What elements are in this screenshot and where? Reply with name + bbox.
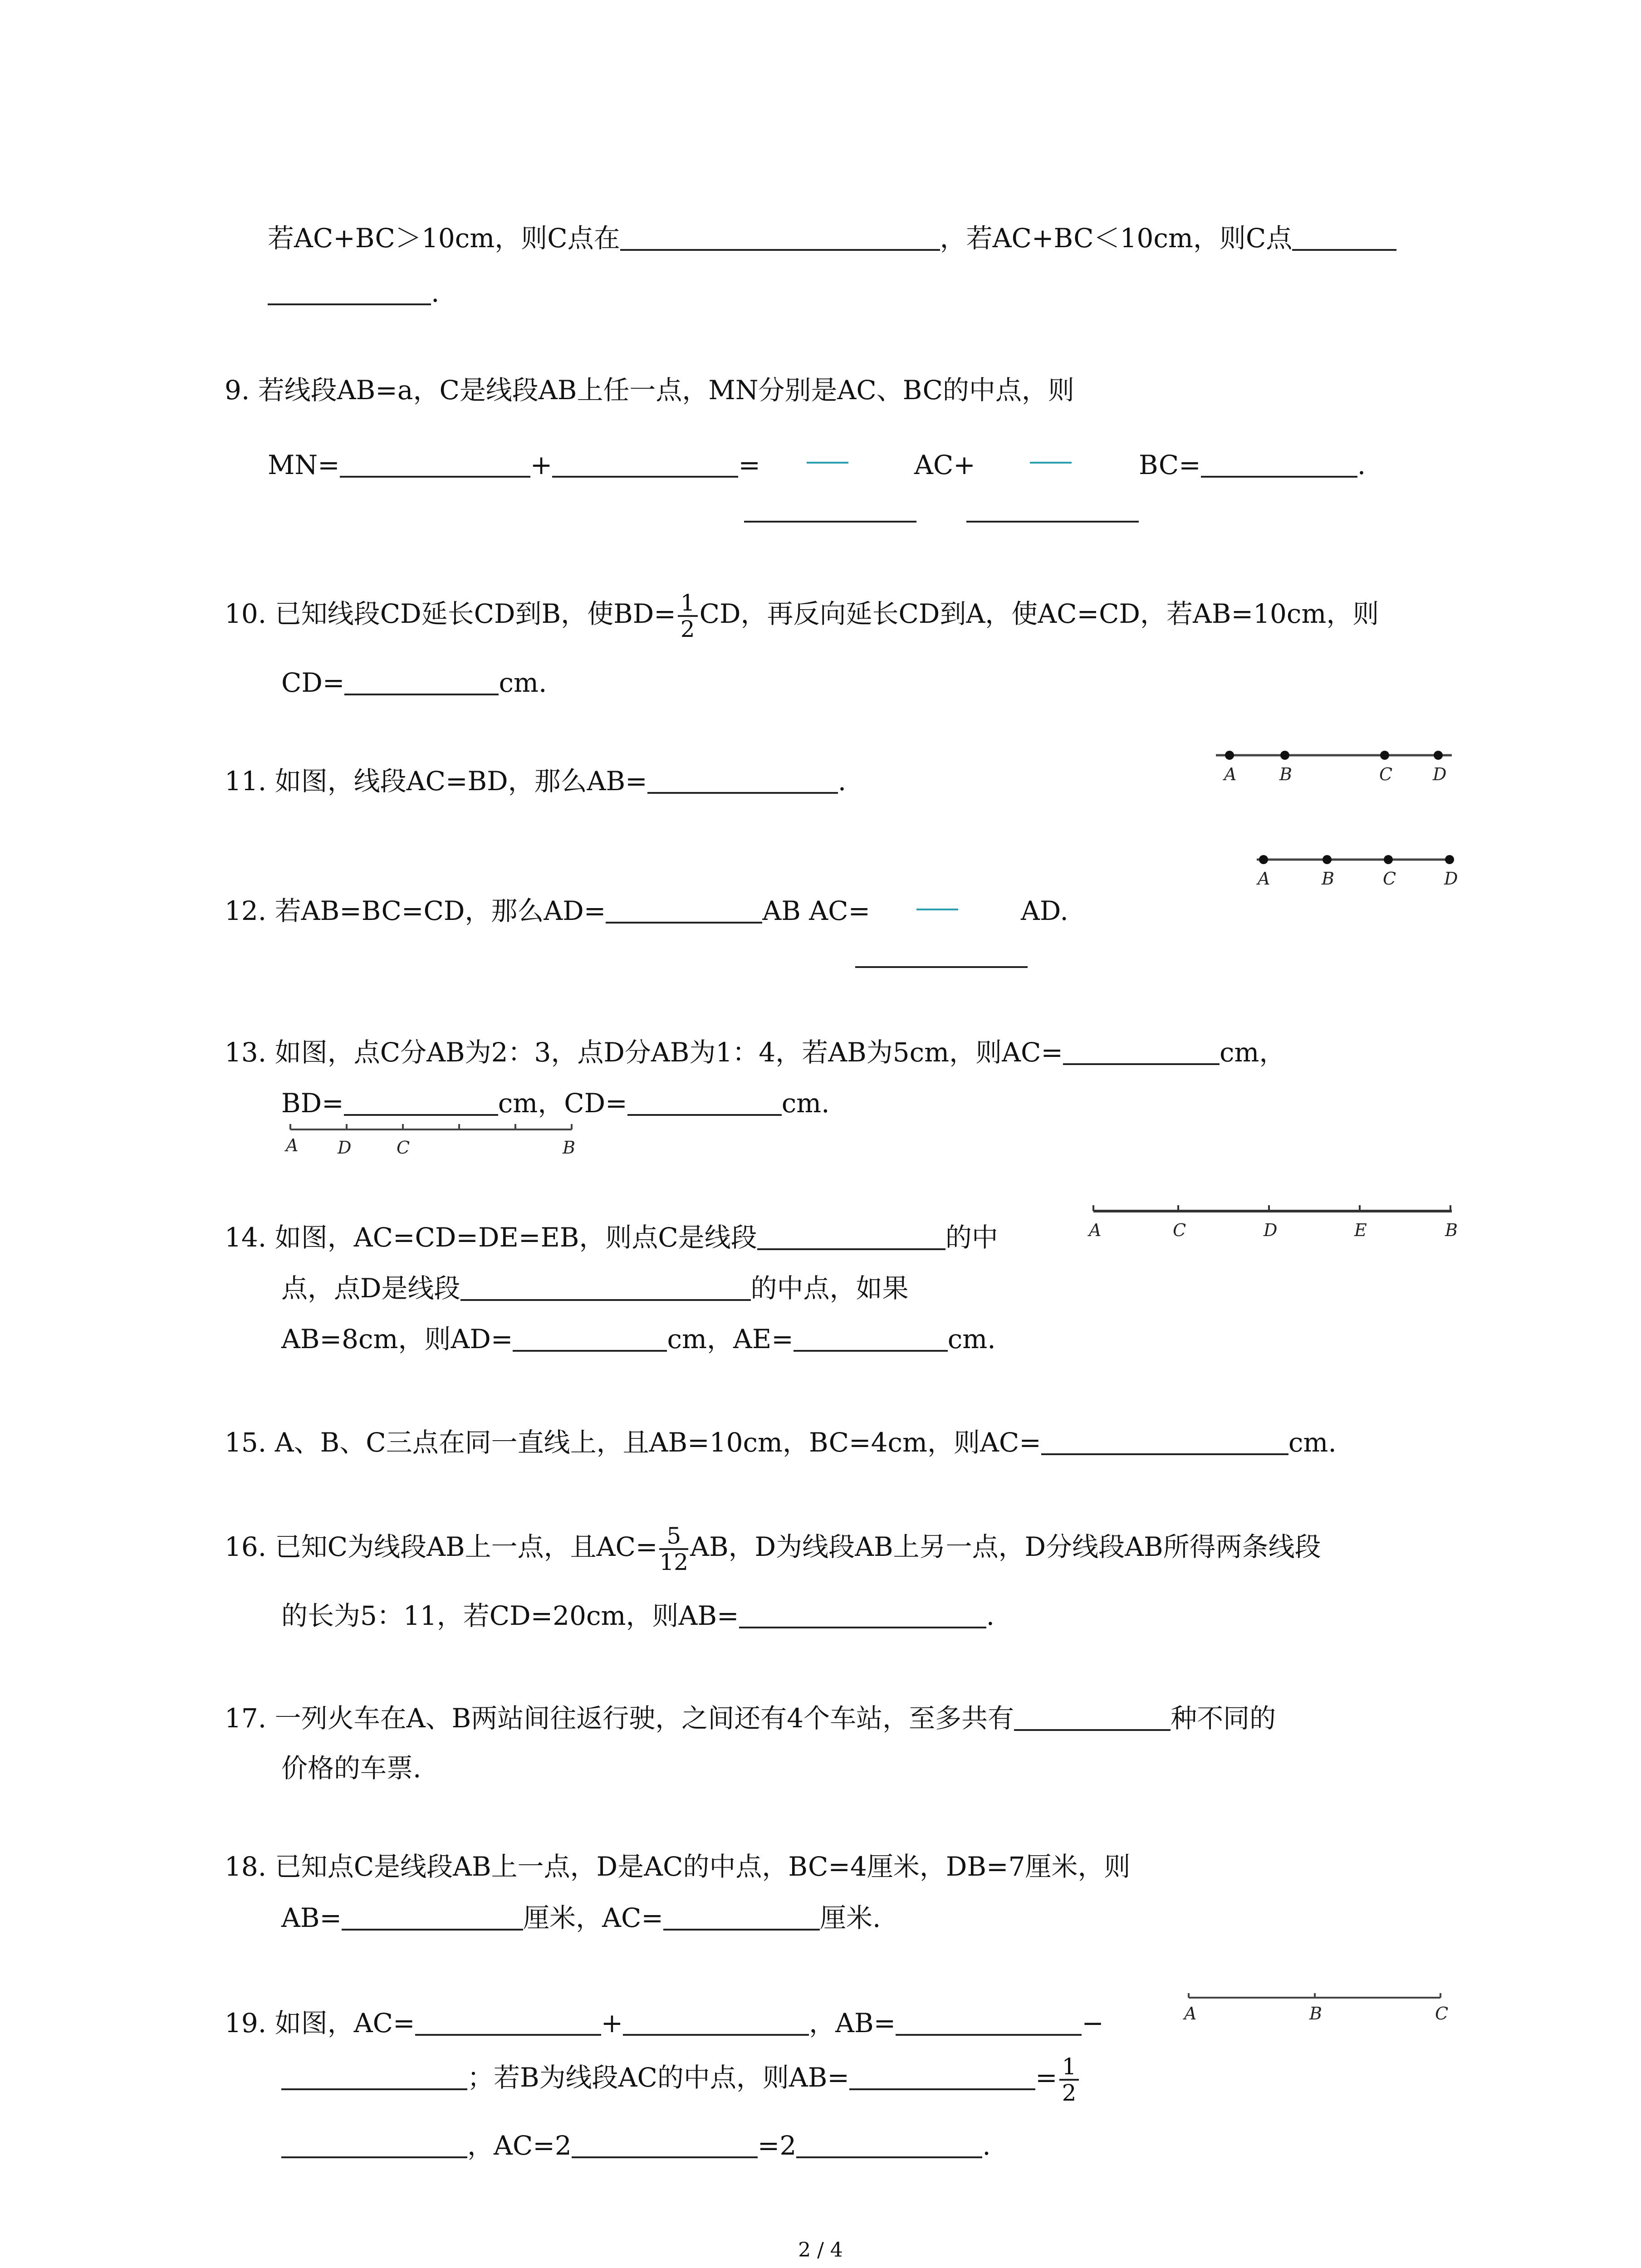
q10-line2: CD= cm.	[281, 665, 547, 701]
label-c: C	[1173, 1220, 1186, 1240]
q19-line2: ；若B为线段AC的中点，则AB= = $\frac{1}{2}$	[281, 2050, 1081, 2105]
point-b	[1323, 855, 1332, 864]
q12-line: 12. 若AB=BC=CD，那么AD= AB AC=	[225, 893, 870, 929]
answer-blank[interactable]	[794, 1322, 948, 1352]
answer-blank[interactable]	[415, 2006, 601, 2036]
q18-line1: 18. 已知点C是线段AB上一点，D是AC的中点，BC=4厘米，DB=7厘米，则	[225, 1851, 1131, 1882]
q12-figure	[1243, 848, 1461, 889]
answer-blank[interactable]	[552, 448, 738, 478]
answer-blank[interactable]	[647, 764, 838, 794]
point-d	[1434, 751, 1443, 760]
answer-blank[interactable]	[1014, 1701, 1171, 1731]
answer-blank[interactable]	[744, 521, 916, 523]
q9-line2: MN= + =	[268, 447, 760, 483]
point-b	[1280, 751, 1289, 760]
q16-line2: 的长为5：11，若CD=20cm，则AB= .	[281, 1598, 994, 1634]
label-a: A	[1184, 2004, 1197, 2024]
q19-figure	[1180, 1988, 1452, 2024]
answer-blank[interactable]	[849, 2060, 1035, 2090]
q18-line2: AB= 厘米，AC= 厘米.	[281, 1900, 881, 1936]
label-b: B	[1322, 869, 1334, 889]
label-b: B	[1445, 1220, 1458, 1240]
label-d: D	[1264, 1220, 1278, 1240]
q8-line1: 若AC+BC＞10cm，则C点在 ，若AC+BC＜10cm，则C点	[268, 220, 1396, 256]
answer-blank[interactable]	[620, 221, 940, 251]
label-a: A	[1224, 764, 1237, 784]
label-a: A	[1258, 869, 1270, 889]
q16-line1: 16. 已知C为线段AB上一点，且AC= $\frac{5}{12}$ AB，D为线段AB上另一点，D分线段AB所得两条线段	[225, 1522, 1321, 1575]
fraction-bar	[916, 909, 958, 910]
q14-line3: AB=8cm，则AD= cm，AE= cm.	[281, 1321, 996, 1357]
q8-line2: .	[268, 274, 439, 311]
label-b: B	[1309, 2004, 1322, 2024]
answer-blank[interactable]	[1041, 1425, 1288, 1455]
fraction: $\frac{1}{2}$	[1059, 2054, 1079, 2105]
label-d: D	[1433, 764, 1447, 784]
q13-line1: 13. 如图，点C分AB为2：3，点D分AB为1：4，若AB为5cm，则AC= cm，	[225, 1034, 1285, 1070]
answer-blank[interactable]	[460, 1271, 751, 1301]
q10-line1: 10. 已知线段CD延长CD到B，使BD= $\frac{1}{2}$ CD，再反向延长CD到A，使AC=CD，若AB=10cm，则	[225, 589, 1379, 642]
answer-blank[interactable]	[344, 665, 499, 695]
label-c: C	[397, 1138, 410, 1158]
label-a: A	[1089, 1220, 1102, 1240]
answer-blank[interactable]	[739, 1598, 986, 1628]
q11-figure	[1211, 744, 1456, 785]
q9-ac-text: AC+	[914, 450, 975, 480]
point-c	[1384, 855, 1393, 864]
answer-blank[interactable]	[896, 2006, 1082, 2036]
answer-blank[interactable]	[268, 275, 431, 305]
point-a	[1225, 751, 1234, 760]
label-c: C	[1379, 764, 1393, 784]
answer-blank[interactable]	[1063, 1035, 1220, 1065]
q12-ad-text: AD.	[1021, 895, 1068, 926]
q11-line: 11. 如图，线段AC=BD，那么AB= .	[225, 763, 846, 799]
q9-bc-text: BC= .	[1139, 447, 1366, 483]
point-c	[1380, 751, 1389, 760]
q17-line1: 17. 一列火车在A、B两站间往返行驶，之间还有4个车站，至多共有 种不同的	[225, 1700, 1276, 1736]
fraction-bar	[807, 462, 848, 464]
fraction: $\frac{1}{2}$	[678, 591, 698, 641]
label-b: B	[563, 1138, 575, 1158]
answer-blank[interactable]	[344, 1086, 498, 1116]
point-a	[1259, 855, 1268, 864]
point-d	[1445, 855, 1454, 864]
answer-blank[interactable]	[342, 1901, 523, 1931]
q9-line1: 9. 若线段AB=a，C是线段AB上任一点，MN分别是AC、BC的中点，则	[225, 375, 1074, 406]
answer-blank[interactable]	[340, 448, 530, 478]
answer-blank[interactable]	[572, 2128, 758, 2158]
q19-line1: 19. 如图，AC= + ，AB= −	[225, 2005, 1104, 2041]
answer-blank[interactable]	[796, 2128, 982, 2158]
label-e: E	[1354, 1220, 1367, 1240]
answer-blank[interactable]	[1292, 221, 1396, 251]
answer-blank[interactable]	[757, 1220, 945, 1250]
fraction-bar	[1030, 462, 1072, 464]
answer-blank[interactable]	[281, 2128, 467, 2158]
label-b: B	[1279, 764, 1292, 784]
label-c: C	[1383, 869, 1396, 889]
answer-blank[interactable]	[627, 1086, 782, 1116]
q13-line2: BD= cm，CD= cm.	[281, 1085, 830, 1121]
q14-line1: 14. 如图，AC=CD=DE=EB，则点C是线段 的中	[225, 1219, 998, 1256]
answer-blank[interactable]	[513, 1322, 667, 1352]
q14-figure	[1089, 1200, 1461, 1241]
answer-blank[interactable]	[623, 2006, 809, 2036]
answer-blank[interactable]	[281, 2060, 467, 2090]
fraction: $\frac{5}{12}$	[659, 1522, 689, 1575]
label-a: A	[286, 1135, 299, 1155]
q19-line3: ，AC=2 =2 .	[281, 2127, 991, 2164]
label-d: D	[338, 1138, 352, 1158]
q15-line: 15. A、B、C三点在同一直线上，且AB=10cm，BC=4cm，则AC= cm.	[225, 1424, 1337, 1461]
label-d: D	[1444, 869, 1458, 889]
answer-blank[interactable]	[663, 1901, 820, 1931]
page-number: 2 / 4	[798, 2239, 843, 2262]
answer-blank[interactable]	[606, 894, 762, 924]
q13-figure	[281, 1119, 581, 1160]
label-c: C	[1435, 2004, 1449, 2024]
answer-blank[interactable]	[855, 966, 1028, 968]
answer-blank[interactable]	[966, 521, 1139, 523]
q14-line2: 点，点D是线段 的中点，如果	[281, 1270, 909, 1306]
answer-blank[interactable]	[1201, 448, 1357, 478]
q17-line2: 价格的车票.	[281, 1753, 421, 1784]
